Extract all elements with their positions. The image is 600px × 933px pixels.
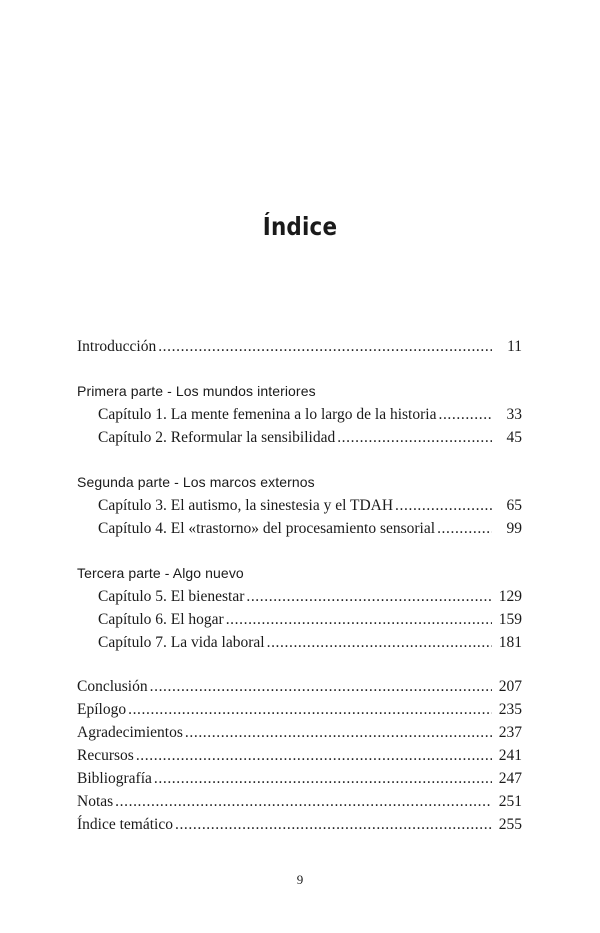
toc-entry-label: Capítulo 6. El hogar bbox=[98, 611, 224, 628]
toc-entry-epilogue[interactable] bbox=[77, 698, 522, 721]
toc-entry-label: Capítulo 5. El bienestar bbox=[98, 588, 245, 605]
toc-page-number: 207 bbox=[498, 678, 522, 695]
toc-entry-chapter-1[interactable] bbox=[77, 403, 522, 426]
page-title: Índice bbox=[262, 212, 338, 241]
part-heading: Tercera parte - Algo nuevo bbox=[77, 565, 244, 581]
toc-entry-label: Notas bbox=[77, 793, 114, 810]
dot-leader bbox=[246, 585, 492, 608]
dot-leader bbox=[175, 813, 492, 836]
toc-entry-label: Índice temático bbox=[77, 816, 173, 833]
dot-leader bbox=[154, 767, 492, 790]
toc-page-number: 65 bbox=[506, 497, 522, 514]
table-of-contents bbox=[77, 335, 522, 836]
toc-page-number: 247 bbox=[498, 770, 522, 787]
toc-entry-chapter-3[interactable] bbox=[77, 494, 522, 517]
toc-page-number: 129 bbox=[498, 588, 522, 605]
toc-entry-label: Capítulo 2. Reformular la sensibilidad bbox=[98, 429, 336, 446]
toc-entry-chapter-5[interactable] bbox=[77, 585, 522, 608]
dot-leader bbox=[158, 335, 492, 358]
dot-leader bbox=[437, 517, 492, 540]
toc-entry-label: Introducción bbox=[77, 338, 157, 355]
toc-entry-chapter-4[interactable] bbox=[77, 517, 522, 540]
toc-page-number: 99 bbox=[506, 520, 522, 537]
toc-entry-label: Agradecimientos bbox=[77, 724, 183, 741]
toc-entry-label: Capítulo 3. El autismo, la sinestesia y el TDAH bbox=[98, 497, 394, 514]
toc-entry-label: Recursos bbox=[77, 747, 134, 764]
dot-leader bbox=[115, 790, 492, 813]
dot-leader bbox=[185, 721, 492, 744]
toc-entry-label: Epílogo bbox=[77, 701, 127, 718]
toc-entry-label: Capítulo 7. La vida laboral bbox=[98, 634, 265, 651]
dot-leader bbox=[438, 403, 492, 426]
dot-leader bbox=[136, 744, 492, 767]
toc-entry-label: Capítulo 1. La mente femenina a lo largo de la historia bbox=[98, 406, 437, 423]
toc-entry-bibliography[interactable] bbox=[77, 767, 522, 790]
toc-page-number: 235 bbox=[498, 701, 522, 718]
toc-entry-conclusion[interactable] bbox=[77, 675, 522, 698]
dot-leader bbox=[395, 494, 492, 517]
toc-entry-label: Conclusión bbox=[77, 678, 148, 695]
toc-entry-introduction[interactable] bbox=[77, 335, 522, 358]
toc-page-number: 45 bbox=[506, 429, 522, 446]
toc-entry-chapter-6[interactable] bbox=[77, 608, 522, 631]
part-heading: Segunda parte - Los marcos externos bbox=[77, 474, 315, 490]
page-number: 9 bbox=[296, 872, 304, 887]
dot-leader bbox=[128, 698, 492, 721]
toc-page-number: 251 bbox=[498, 793, 522, 810]
toc-page-number: 11 bbox=[507, 338, 522, 355]
toc-entry-label: Capítulo 4. El «trastorno» del procesamiento sensorial bbox=[98, 520, 436, 537]
toc-entry-label: Bibliografía bbox=[77, 770, 152, 787]
toc-entry-chapter-2[interactable] bbox=[77, 426, 522, 449]
toc-page-number: 255 bbox=[498, 816, 522, 833]
toc-entry-acknowledgements[interactable] bbox=[77, 721, 522, 744]
dot-leader bbox=[226, 608, 492, 631]
toc-entry-thematic-index[interactable] bbox=[77, 813, 522, 836]
toc-entry-notes[interactable] bbox=[77, 790, 522, 813]
toc-page-number: 181 bbox=[498, 634, 522, 651]
toc-page-number: 241 bbox=[498, 747, 522, 764]
toc-page-number: 237 bbox=[498, 724, 522, 741]
toc-page-number: 159 bbox=[498, 611, 522, 628]
dot-leader bbox=[150, 675, 492, 698]
dot-leader bbox=[267, 631, 492, 654]
toc-page-number: 33 bbox=[506, 406, 522, 423]
part-heading: Primera parte - Los mundos interiores bbox=[77, 383, 316, 399]
toc-entry-resources[interactable] bbox=[77, 744, 522, 767]
dot-leader bbox=[337, 426, 492, 449]
toc-entry-chapter-7[interactable] bbox=[77, 631, 522, 654]
